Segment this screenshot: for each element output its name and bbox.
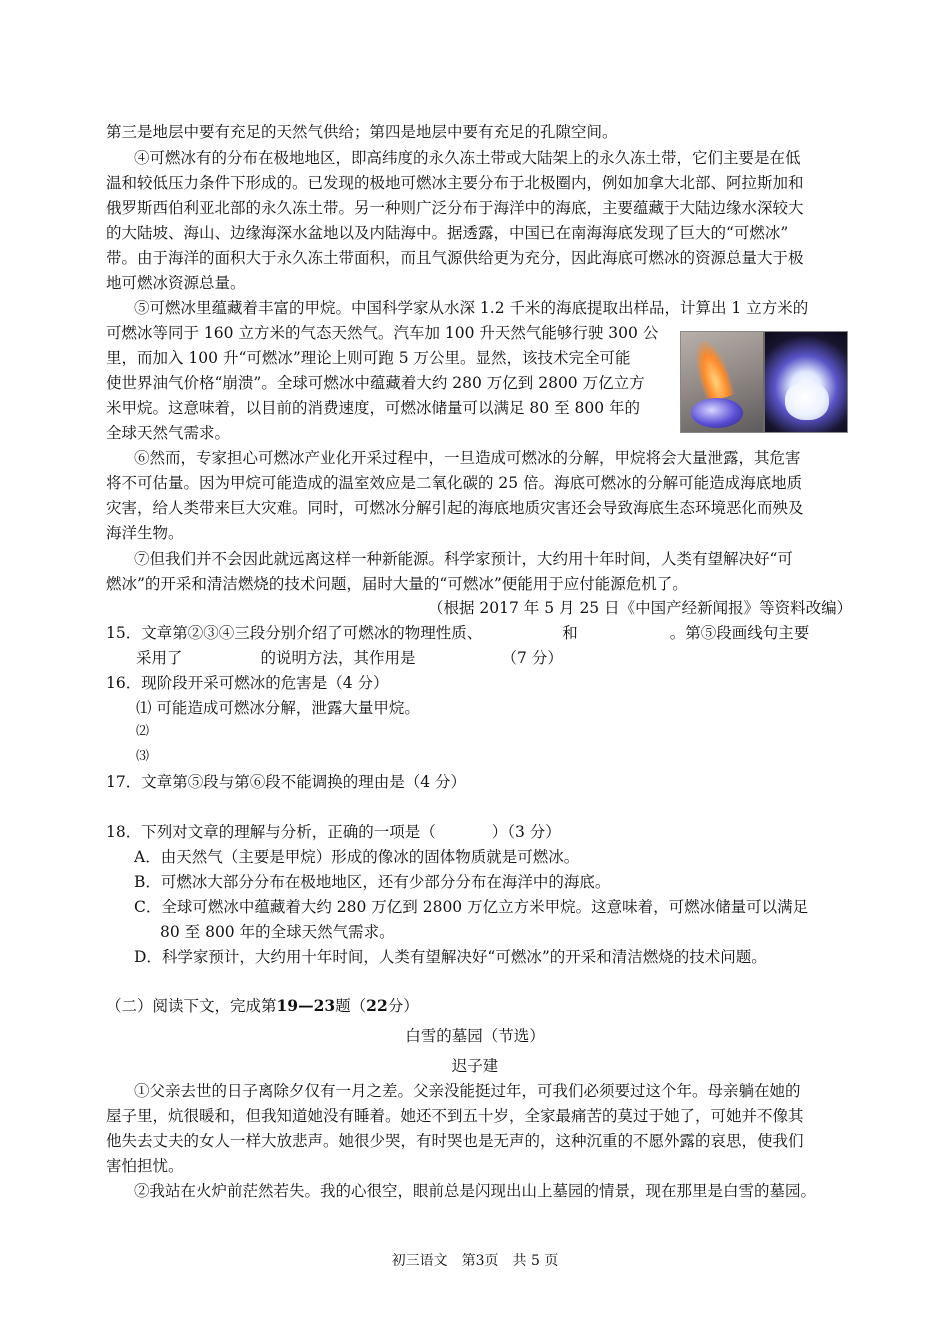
passage-line: 里，而加入 100 升“可燃冰”理论上则可跑 5 万公里。显然，该技术完全可能 bbox=[106, 349, 631, 367]
q18-stem: 18．下列对文章的理解与分析，正确的一项是（ bbox=[106, 823, 436, 841]
section-2-range: 19—23 bbox=[276, 996, 336, 1015]
passage-line: 可燃冰等同于 160 立方米的气态天然气。汽车加 100 升天然气能够行驶 300 公 bbox=[106, 324, 659, 342]
blue-ice-icon bbox=[691, 398, 743, 428]
section-2-intro-e: 分） bbox=[387, 997, 419, 1015]
question-15 bbox=[106, 623, 809, 643]
question-17: 17．文章第⑤段与第⑥段不能调换的理由是（4 分） bbox=[106, 773, 467, 791]
passage-line: 温和较低压力条件下形成的。已发现的极地可燃冰主要分布于北极圈内，例如加拿大北部、阿拉斯加和 bbox=[106, 174, 804, 192]
q18-option-a: A．由天然气（主要是甲烷）形成的像冰的固体物质就是可燃冰。 bbox=[134, 848, 580, 866]
section-2-points: 22 bbox=[366, 996, 388, 1015]
article-author: 迟子建 bbox=[451, 1057, 499, 1075]
passage-line: 使世界油气价格“崩溃”。全球可燃冰中蕴藏着大约 280 万亿到 2800 万亿立方 bbox=[106, 374, 645, 392]
passage-line: 的大陆坡、海山、边缘海深水盆地以及内陆海中。据透露，中国已在南海海底发现了巨大的“可燃冰” bbox=[106, 224, 789, 242]
paragraph-4-line: ④可燃冰有的分布在极地地区，即高纬度的永久冻土带或大陆架上的永久冻土带，它们主要是在低 bbox=[134, 149, 801, 167]
q15-text-a: 15．文章第②③④三段分别介绍了可燃冰的物理性质、 bbox=[106, 624, 483, 642]
question-16: 16．现阶段开采可燃冰的危害是（4 分） bbox=[106, 674, 389, 692]
article-p1-line: ①父亲去世的日子离除夕仅有一月之差。父亲没能挺过年，可我们必须要过这个年。母亲躺在她的 bbox=[134, 1082, 801, 1100]
q15-text-e: 的说明方法，其作用是 bbox=[260, 649, 416, 667]
q15-text-b: 和 bbox=[562, 624, 578, 642]
article-p1-line: 他失去丈夫的女人一样大放悲声。她很少哭，有时哭也是无声的，这种沉重的不愿外露的哀思，使我们 bbox=[106, 1132, 804, 1150]
orange-flame-icon bbox=[688, 337, 735, 403]
combustible-ice-photo bbox=[680, 331, 848, 433]
section-2-intro-a: （二）阅读下文，完成第 bbox=[106, 997, 277, 1015]
burning-ice-photo-right bbox=[765, 332, 847, 432]
page-footer: 初三语文 第3页 共 5 页 bbox=[391, 1253, 559, 1269]
question-15-line2 bbox=[136, 648, 563, 668]
article-p1-line: 屋子里，炕很暖和，但我知道她没有睡着。她还不到五十岁，全家最痛苦的莫过于她了，可她并不像其 bbox=[106, 1107, 804, 1125]
question-18 bbox=[106, 822, 561, 842]
source-note: （根据 2017 年 5 月 25 日《中国产经新闻报》等资料改编） bbox=[428, 599, 853, 617]
article-p2-line: ②我站在火炉前茫然若失。我的心很空，眼前总是闪现出山上墓园的情景，现在那里是白雪的墓园。 bbox=[134, 1182, 817, 1200]
q18-score: ）（3 分） bbox=[491, 823, 561, 841]
passage-line: 米甲烷。这意味着，以目前的消费速度，可燃冰储量可以满足 80 至 800 年的 bbox=[106, 399, 641, 417]
passage-line: 燃冰”的开采和清洁燃烧的技术问题，届时大量的“可燃冰”便能用于应付能源危机了。 bbox=[106, 575, 688, 593]
passage-line: 灾害，给人类带来巨大灾难。同时，可燃冰分解引起的海底地质灾害还会导致海底生态环境恶化而殃及 bbox=[106, 499, 804, 517]
article-p1-line: 害怕担忧。 bbox=[106, 1157, 184, 1175]
passage-line: 地可燃冰资源总量。 bbox=[106, 274, 246, 292]
q18-option-b: B．可燃冰大部分分布在极地地区，还有少部分分布在海洋中的海底。 bbox=[134, 873, 611, 891]
section-2-intro bbox=[106, 996, 419, 1016]
q18-option-c-cont: 80 至 800 年的全球天然气需求。 bbox=[160, 923, 395, 941]
passage-line: 第三是地层中要有充足的天然气供给；第四是地层中要有充足的孔隙空间。 bbox=[106, 123, 618, 141]
article-title: 白雪的墓园（节选） bbox=[405, 1027, 545, 1045]
q16-answer-3[interactable]: ⑶ bbox=[136, 749, 150, 764]
q15-text-c: 。第⑤段画线句主要 bbox=[669, 624, 810, 642]
paragraph-6-line: ⑥然而，专家担心可燃冰产业化开采过程中，一旦造成可燃冰的分解，甲烷将会大量泄露，其危害 bbox=[134, 449, 801, 467]
q16-answer-2[interactable]: ⑵ bbox=[136, 724, 150, 739]
paragraph-5-line: ⑤可燃冰里蕴藏着丰富的甲烷。中国科学家从水深 1.2 千米的海底提取出样品，计算出 1 立方米的 bbox=[134, 299, 809, 317]
white-ice-icon bbox=[785, 382, 829, 420]
passage-line: 将不可估量。因为甲烷可能造成的温室效应是二氧化碳的 25 倍。海底可燃冰的分解可能造成海底地质 bbox=[106, 474, 803, 492]
passage-line: 带。由于海洋的面积大于永久冻土带面积，而且气源供给更为充分，因此海底可燃冰的资源总量大于极 bbox=[106, 249, 804, 267]
q18-option-d: D．科学家预计，大约用十年时间，人类有望解决好“可燃冰”的开采和清洁燃烧的技术问题。 bbox=[134, 948, 767, 966]
q15-text-d: 采用了 bbox=[136, 649, 183, 667]
passage-line: 全球天然气需求。 bbox=[106, 424, 231, 442]
section-2-intro-c: 题（ bbox=[335, 997, 367, 1015]
passage-line: 海洋生物。 bbox=[106, 524, 184, 542]
q15-score: （7 分） bbox=[501, 649, 563, 667]
burning-ice-photo-left bbox=[681, 332, 763, 432]
q16-answer-1: ⑴ 可能造成可燃冰分解，泄露大量甲烷。 bbox=[136, 699, 420, 717]
passage-line: 俄罗斯西伯利亚北部的永久冻土带。另一种则广泛分布于海洋中的海底，主要蕴藏于大陆边缘水深较大 bbox=[106, 199, 804, 217]
q18-option-c: C．全球可燃冰中蕴藏着大约 280 万亿到 2800 万亿立方米甲烷。这意味着，可燃冰储量可以满足 bbox=[134, 898, 809, 916]
paragraph-7-line: ⑦但我们并不会因此就远离这样一种新能源。科学家预计，大约用十年时间，人类有望解决好“可 bbox=[134, 550, 793, 568]
